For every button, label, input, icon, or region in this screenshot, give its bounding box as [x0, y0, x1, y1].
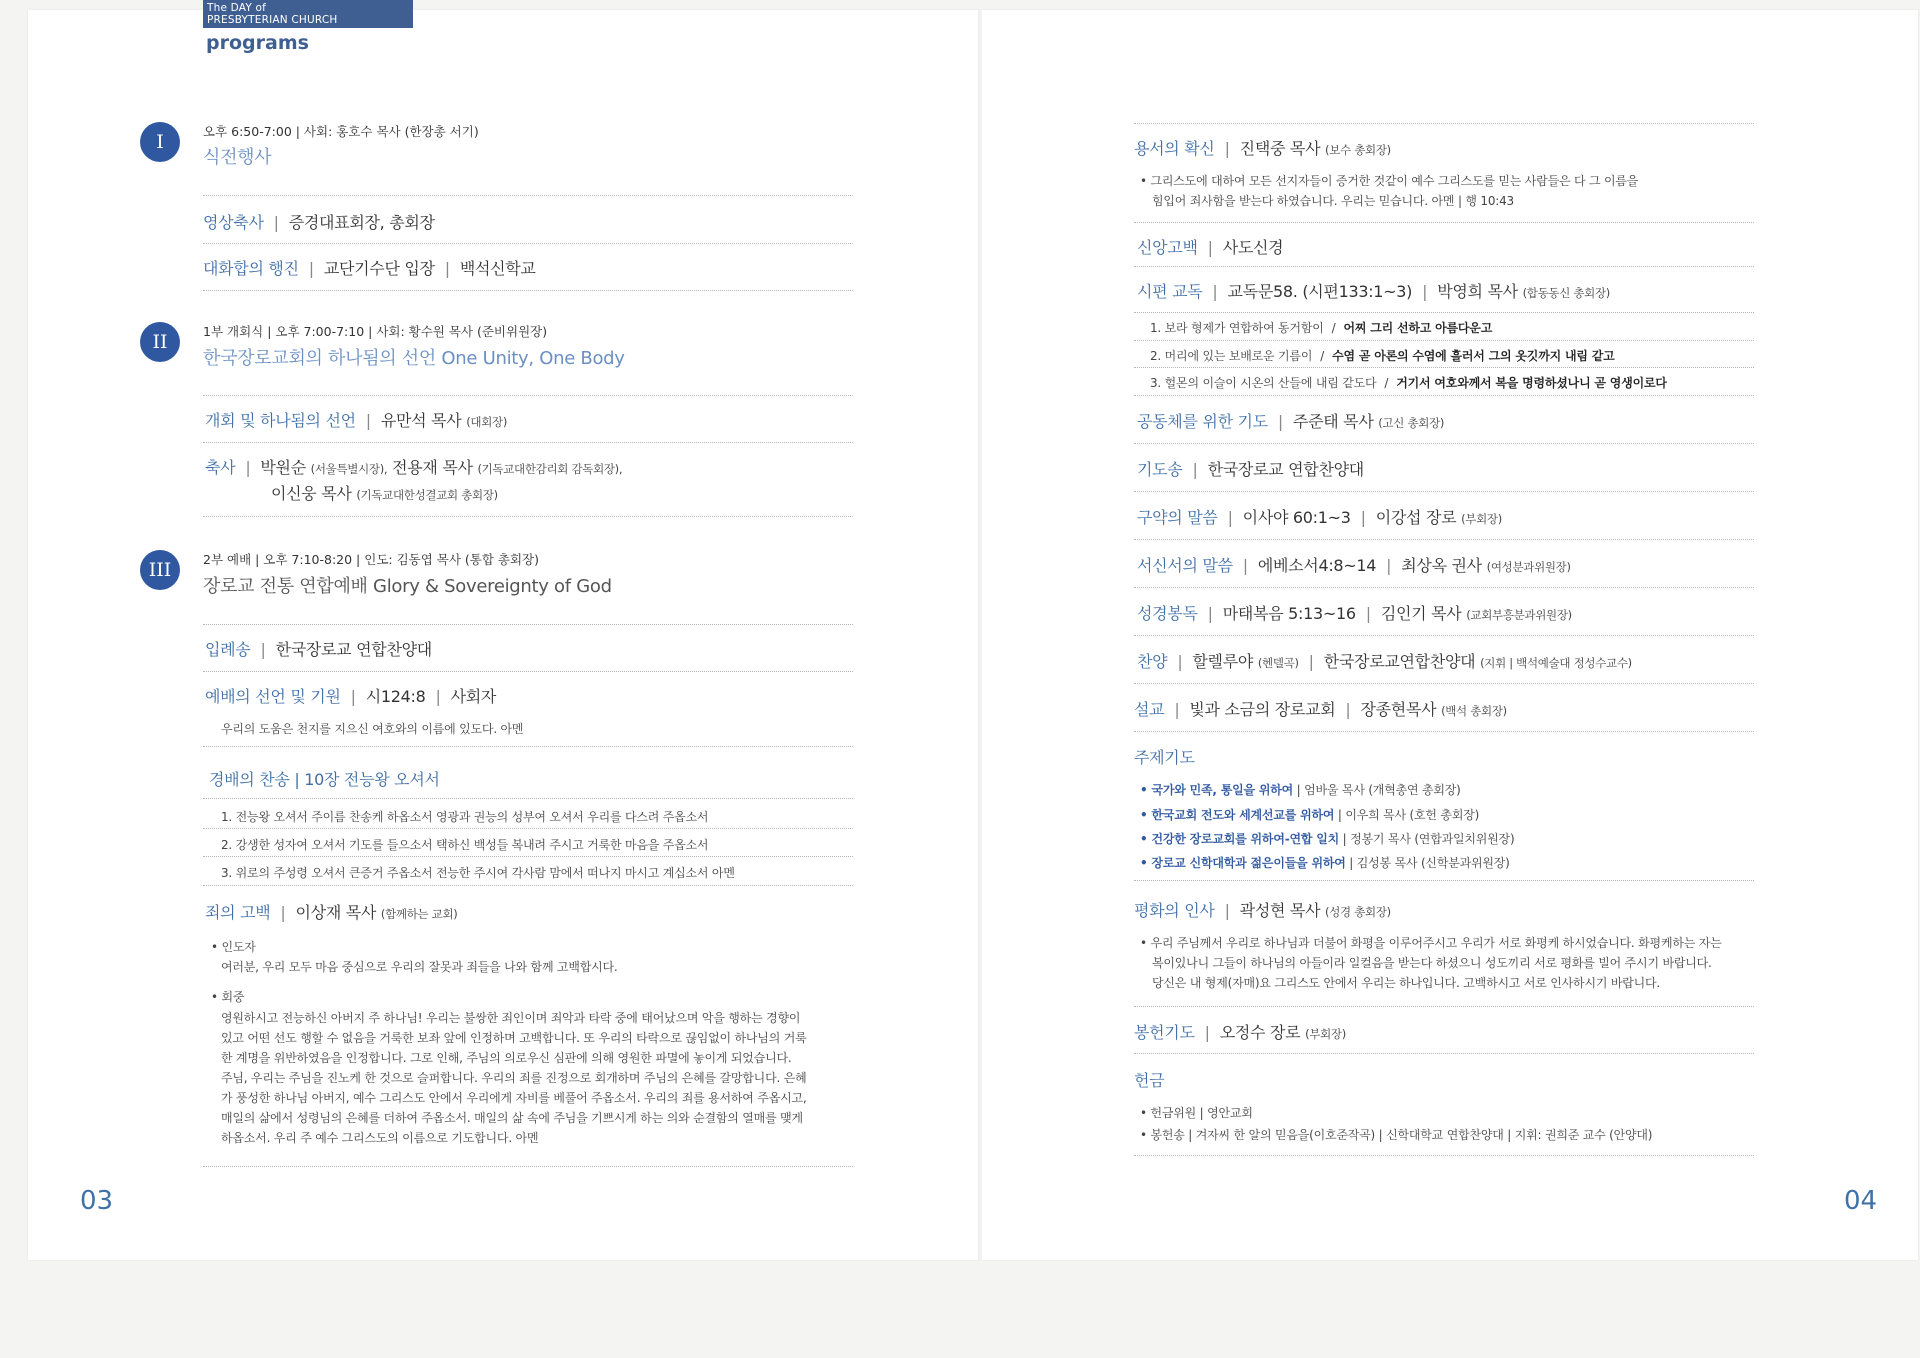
theme-prayer-item: • 건강한 장로교회를 위하여-연합 일치 | 정봉기 목사 (연합과일치위원장) [1140, 830, 1514, 847]
item-value: 교독문58. (시편133:1~3) [1227, 282, 1413, 301]
item-old-testament: 구약의 말씀 | 이사야 60:1~3 | 이강섭 장로 (부회장) [1137, 508, 1502, 527]
section-3-numeral: III [140, 550, 180, 590]
prayer-leader: 엄바울 목사 (개혁총연 총회장) [1304, 783, 1461, 797]
leader-label: • 인도자 [211, 938, 256, 955]
divider [1134, 731, 1754, 732]
divider [1134, 683, 1754, 684]
item-key: 찬양 [1137, 652, 1168, 671]
congregation-line: 주님, 우리는 주님을 진노케 한 것으로 슬퍼합니다. 우리의 죄를 진정으로 회개하며 주님의 은혜를 갈망합니다. 은혜 [221, 1071, 807, 1085]
item-praise-hymn [209, 767, 440, 790]
item-value: 한국장로교 연합찬양대 [1207, 460, 1364, 479]
item-psalm-reading: 시편 교독 | 교독문58. (시편133:1~3) | 박영희 목사 (합동동신 총회장) [1137, 282, 1610, 301]
congregation-label: • 회중 [211, 988, 244, 1005]
divider [1134, 312, 1754, 313]
item-value-2: 이강섭 장로 [1375, 508, 1457, 527]
item-confession: 죄의 고백 | 이상재 목사 (함께하는 교회) [205, 903, 458, 922]
item-value: 마태복음 5:13~16 [1222, 604, 1356, 623]
item-note: (대회장) [466, 415, 508, 429]
item-entrance-hymn: 입례송 | 한국장로교 연합찬양대 [205, 640, 432, 659]
header-line1: The DAY of [207, 2, 267, 14]
divider [1134, 880, 1754, 881]
item-value: 사도신경 [1222, 238, 1284, 257]
prayer-leader: 김성봉 목사 (신학분과위원장) [1356, 856, 1510, 870]
congregation-text [221, 1008, 861, 1148]
item-key: 축사 [205, 458, 236, 477]
section-2-numeral: II [140, 322, 180, 362]
divider [203, 746, 853, 747]
item-value-2: 최상옥 권사 [1401, 556, 1482, 575]
peace-text [1140, 933, 1750, 993]
prayer-topic: • 건강한 장로교회를 위하여-연합 일치 [1140, 832, 1339, 846]
item-note: (성경 총회장) [1325, 905, 1391, 919]
item-key: 성경봉독 [1137, 604, 1198, 623]
congregation-line: 영원하시고 전능하신 아버지 주 하나님! 우리는 불쌍한 죄인이며 죄악과 타락 중에 태어났으며 악을 행하는 경향이 [221, 1011, 801, 1025]
item-opening-declaration: 개회 및 하나됨의 선언 | 유만석 목사 (대회장) [205, 411, 508, 430]
item-key: 입례송 [205, 640, 251, 659]
peace-line: 복이있나니 그들이 하나님의 아들이라 일컬음을 받는다 하셨으니 성도끼리 서로 평화를 빌어 주시기 바랍니다. [1152, 956, 1712, 970]
congrat-name-2: 전용재 목사 [392, 458, 473, 477]
item-theme-prayer [1134, 745, 1195, 768]
item-note: (고신 총회장) [1378, 416, 1445, 430]
pardon-line: • 그리스도에 대하여 모든 선지자들이 증거한 것같이 예수 그리스도를 믿는 사람들은 다 그 이름을 [1140, 171, 1750, 191]
item-assurance-of-pardon: 용서의 확신 | 진택중 목사 (보수 총회장) [1134, 139, 1391, 158]
left-page-content [28, 0, 980, 1260]
item-note: (보수 총회장) [1325, 143, 1391, 157]
theme-prayer-item: • 한국교회 전도와 세계선교를 위하여 | 이우희 목사 (호헌 총회장) [1140, 806, 1479, 823]
item-note-2: (지휘 | 백석예술대 정성수교수) [1480, 656, 1632, 670]
psalm-response: 수염 곧 아론의 수염에 흘러서 그의 옷깃까지 내림 같고 [1332, 349, 1615, 363]
item-key: 공동체를 위한 기도 [1137, 412, 1268, 431]
congregation-line: 하옵소서. 우리 주 예수 그리스도의 이름으로 기도합니다. 아멘 [221, 1131, 539, 1145]
item-value: 빛과 소금의 장로교회 [1189, 700, 1336, 719]
item-offering [1134, 1068, 1164, 1091]
hymn-verse-2: 2. 강생한 성자여 오셔서 기도를 들으소서 택하신 백성들 복내려 주시고 거룩한 마음을 주옵소서 [221, 838, 709, 852]
item-value-2: 박영희 목사 [1437, 282, 1518, 301]
item-value: 에베소서4:8~14 [1257, 556, 1377, 575]
divider [1134, 587, 1754, 588]
header-banner [203, 0, 413, 28]
declaration-text: 우리의 도움은 천지를 지으신 여호와의 이름에 있도다. 아멘 [221, 722, 524, 736]
item-note: (부회장) [1305, 1027, 1346, 1041]
divider [1134, 395, 1754, 396]
divider [1134, 539, 1754, 540]
item-value: 진택중 목사 [1239, 139, 1321, 158]
section-1-numeral: I [140, 122, 180, 162]
item-key: 개회 및 하나됨의 선언 [205, 411, 356, 430]
item-note: (헨델곡) [1257, 656, 1299, 670]
section-3-meta: 2부 예배 | 오후 7:10-8:20 | 인도: 김동엽 목사 (통합 총회장) [203, 552, 540, 567]
divider [1134, 367, 1754, 368]
divider [203, 1166, 853, 1167]
item-key: 신앙고백 [1137, 238, 1198, 257]
section-2-meta: 1부 개회식 | 오후 7:00-7:10 | 사회: 황수원 목사 (준비위원장) [203, 324, 548, 339]
pardon-text [1140, 171, 1750, 211]
hymn-verse-1: 1. 전능왕 오셔서 주이름 찬송케 하옵소서 영광과 권능의 성부여 오셔서 우리를 다스려 주옵소서 [221, 810, 709, 824]
item-value: 주준태 목사 [1292, 412, 1374, 431]
item-congratulations: 축사 | 박원순 (서울특별시장), 전용재 목사 (기독교대한감리회 감독회장), [205, 458, 623, 477]
item-value-2: 김인기 목사 [1380, 604, 1462, 623]
divider [1134, 635, 1754, 636]
programs-heading: programs [206, 32, 309, 54]
psalm-leader: 2. 머리에 있는 보배로운 기름이 [1150, 349, 1313, 363]
item-key: 시편 교독 [1137, 282, 1203, 301]
item-key: 예배의 선언 및 기원 [205, 687, 341, 706]
item-prayer-song: 기도송 | 한국장로교 연합찬양대 [1137, 460, 1364, 479]
hymn-verse-3: 3. 위로의 주성령 오셔서 큰증거 주옵소서 전능한 주시여 각사람 맘에서 떠나지 마시고 계십소서 아멘 [221, 866, 735, 880]
theme-prayer-item: • 국가와 민족, 통일을 위하여 | 엄바울 목사 (개혁총연 총회장) [1140, 781, 1461, 798]
item-anthem: 찬양 | 할렐루야 (헨델곡) | 한국장로교연합찬양대 (지휘 | 백석예술대 정성수교수) [1137, 652, 1632, 671]
item-note: (함께하는 교회) [380, 907, 458, 921]
item-value: 할렐루야 [1192, 652, 1254, 671]
divider [1134, 1053, 1754, 1054]
congregation-line: 한 계명을 위반하였음을 인정합니다. 그로 인해, 주님의 의로우신 심판에 의해 영원한 파멸에 놓이게 되었습니다. [221, 1051, 792, 1065]
congregation-line: 있고 어떤 선도 행할 수 없음을 거룩한 보좌 앞에 인정하며 고백합니다. 또 우리의 타락으로 끊임없이 하나님의 거룩 [221, 1031, 807, 1045]
section-1-title: 식전행사 [203, 147, 272, 168]
congrat-note-2: (기독교대한감리회 감독회장), [477, 462, 623, 476]
item-key: 경배의 찬송 | 10장 전능왕 오셔서 [209, 770, 440, 789]
item-key: 봉헌기도 [1134, 1023, 1195, 1042]
divider [203, 828, 853, 829]
offering-detail: • 봉헌송 | 겨자씨 한 알의 믿음을(이호준작곡) | 신학대학교 연합찬양대 | 지휘: 권희준 교수 (안양대) [1140, 1126, 1652, 1143]
item-congratulations-cont [271, 481, 498, 504]
congrat-note-1: (서울특별시장), [310, 462, 388, 476]
item-key: 설교 [1134, 700, 1165, 719]
congrat-name-3: 이신웅 목사 [271, 484, 352, 503]
item-value: 오정수 장로 [1219, 1023, 1301, 1042]
item-gospel-reading: 성경봉독 | 마태복음 5:13~16 | 김인기 목사 (교회부흥분과위원장) [1137, 604, 1572, 623]
psalm-row: 2. 머리에 있는 보배로운 기름이 / 수염 곧 아론의 수염에 흘러서 그의 옷깃까지 내림 같고 [1150, 349, 1615, 363]
peace-line: • 우리 주님께서 우리로 하나님과 더불어 화평을 이루어주시고 우리가 서로 화평케 하시었습니다. 화평케하는 자는 [1140, 933, 1750, 953]
leader-text: 여러분, 우리 모두 마음 중심으로 우리의 잘못과 죄들을 나와 함께 고백합시다. [221, 960, 618, 974]
divider [203, 516, 853, 517]
item-key: 구약의 말씀 [1137, 508, 1218, 527]
divider [203, 798, 853, 799]
item-value-2: 사회자 [450, 687, 497, 706]
congregation-line: 매일의 삶에서 성령님의 은혜를 더하여 주옵소서. 매일의 삶 속에 주님을 기쁘시게 하는 의와 순결함의 열매를 맺게 [221, 1111, 803, 1125]
item-value: 교단기수단 입장 [323, 259, 435, 278]
page-number-left: 03 [80, 1186, 114, 1216]
item-key: 기도송 [1137, 460, 1183, 479]
item-key: 서신서의 말씀 [1137, 556, 1233, 575]
item-value: 한국장로교 연합찬양대 [275, 640, 432, 659]
item-value: 이상재 목사 [295, 903, 377, 922]
item-value: 시124:8 [365, 687, 426, 706]
item-offering-prayer: 봉헌기도 | 오정수 장로 (부회장) [1134, 1023, 1346, 1042]
prayer-leader: 이우희 목사 (호헌 총회장) [1345, 808, 1480, 822]
divider [203, 195, 853, 196]
prayer-topic: • 국가와 민족, 통일을 위하여 [1140, 783, 1293, 797]
item-sermon: 설교 | 빛과 소금의 장로교회 | 장종현목사 (백석 총회장) [1134, 700, 1507, 719]
item-value-2: 백석신학교 [459, 259, 536, 278]
section-2-title: 한국장로교회의 하나됨의 선언 One Unity, One Body [203, 348, 625, 369]
divider [1134, 443, 1754, 444]
item-note: (교회부흥분과위원장) [1466, 608, 1572, 622]
item-key: 평화의 인사 [1134, 901, 1215, 920]
divider [1134, 1006, 1754, 1007]
congregation-line: 가 풍성한 하나님 아버지, 예수 그리스도 안에서 우리에게 자비를 베풀어 주옵소서. 우리의 죄를 용서하여 주옵시고, [221, 1091, 807, 1105]
divider [203, 671, 853, 672]
item-value: 곽성현 목사 [1239, 901, 1321, 920]
item-value: 유만석 목사 [380, 411, 462, 430]
item-value: 이사야 60:1~3 [1242, 508, 1351, 527]
divider [203, 442, 853, 443]
item-video-greeting: 영상축사 | 증경대표회장, 총회장 [203, 213, 435, 232]
header-line2: PRESBYTERIAN CHURCH [207, 14, 338, 26]
item-epistle: 서신서의 말씀 | 에베소서4:8~14 | 최상옥 권사 (여성분과위원장) [1137, 556, 1571, 575]
section-1-meta: 오후 6:50-7:00 | 사회: 홍호수 목사 (한장총 서기) [203, 124, 479, 139]
item-key: 주제기도 [1134, 748, 1195, 767]
prayer-topic: • 한국교회 전도와 세계선교를 위하여 [1140, 808, 1334, 822]
item-declaration: 예배의 선언 및 기원 | 시124:8 | 사회자 [205, 687, 497, 706]
divider [1134, 340, 1754, 341]
item-note: (합동동신 총회장) [1522, 286, 1610, 300]
divider [203, 885, 853, 886]
item-creed: 신앙고백 | 사도신경 [1137, 238, 1284, 257]
item-note: (백석 총회장) [1441, 704, 1507, 718]
psalm-response: 거기서 여호와께서 복을 명령하셨나니 곧 영생이로다 [1396, 376, 1667, 390]
item-community-prayer: 공동체를 위한 기도 | 주준태 목사 (고신 총회장) [1137, 412, 1445, 431]
item-note: (부회장) [1461, 512, 1502, 526]
divider [1134, 222, 1754, 223]
right-page-content [982, 0, 1918, 1260]
item-key: 대화합의 행진 [203, 259, 299, 278]
item-key: 영상축사 [203, 213, 264, 232]
divider [1134, 1155, 1754, 1156]
psalm-row: 3. 헐몬의 이슬이 시온의 산들에 내림 같도다 / 거기서 여호와께서 복을 명령하셨나니 곧 영생이로다 [1150, 376, 1667, 390]
congrat-name-1: 박원순 [260, 458, 306, 477]
divider [203, 290, 853, 291]
item-value-2: 한국장로교연합찬양대 [1323, 652, 1476, 671]
divider [203, 856, 853, 857]
item-note: (여성분과위원장) [1486, 560, 1571, 574]
section-3-title: 장로교 전통 연합예배 Glory & Sovereignty of God [203, 576, 612, 597]
item-procession: 대화합의 행진 | 교단기수단 입장 | 백석신학교 [203, 259, 536, 278]
congrat-note-3: (기독교대한성결교회 총회장) [356, 488, 498, 502]
psalm-row: 1. 보라 형제가 연합하여 동거함이 / 어찌 그리 선하고 아름다운고 [1150, 321, 1493, 335]
item-key: 헌금 [1134, 1071, 1165, 1090]
item-passing-peace: 평화의 인사 | 곽성현 목사 (성경 총회장) [1134, 901, 1391, 920]
divider [203, 243, 853, 244]
divider [1134, 123, 1754, 124]
peace-line: 당신은 내 형제(자매)요 그리스도 안에서 우리는 하나입니다. 고백하시고 서로 인사하시기 바랍니다. [1152, 976, 1661, 990]
divider [1134, 491, 1754, 492]
psalm-leader: 1. 보라 형제가 연합하여 동거함이 [1150, 321, 1324, 335]
divider [203, 395, 853, 396]
prayer-leader: 정봉기 목사 (연합과일치위원장) [1350, 832, 1515, 846]
item-key: 죄의 고백 [205, 903, 271, 922]
psalm-response: 어찌 그리 선하고 아름다운고 [1343, 321, 1493, 335]
psalm-leader: 3. 헐몬의 이슬이 시온의 산들에 내림 같도다 [1150, 376, 1377, 390]
item-value-2: 장종현목사 [1360, 700, 1437, 719]
prayer-topic: • 장로교 신학대학과 젊은이들을 위하여 [1140, 856, 1346, 870]
page-number-right: 04 [1844, 1186, 1878, 1216]
theme-prayer-item: • 장로교 신학대학과 젊은이들을 위하여 | 김성봉 목사 (신학분과위원장) [1140, 854, 1510, 871]
offering-detail: • 헌금위원 | 영안교회 [1140, 1104, 1253, 1121]
divider [1134, 266, 1754, 267]
item-value: 증경대표회장, 총회장 [288, 213, 435, 232]
divider [203, 624, 853, 625]
item-key: 용서의 확신 [1134, 139, 1215, 158]
pardon-line: 힘입어 죄사함을 받는다 하였습니다. 우리는 믿습니다. 아멘 | 행 10:43 [1152, 194, 1514, 208]
